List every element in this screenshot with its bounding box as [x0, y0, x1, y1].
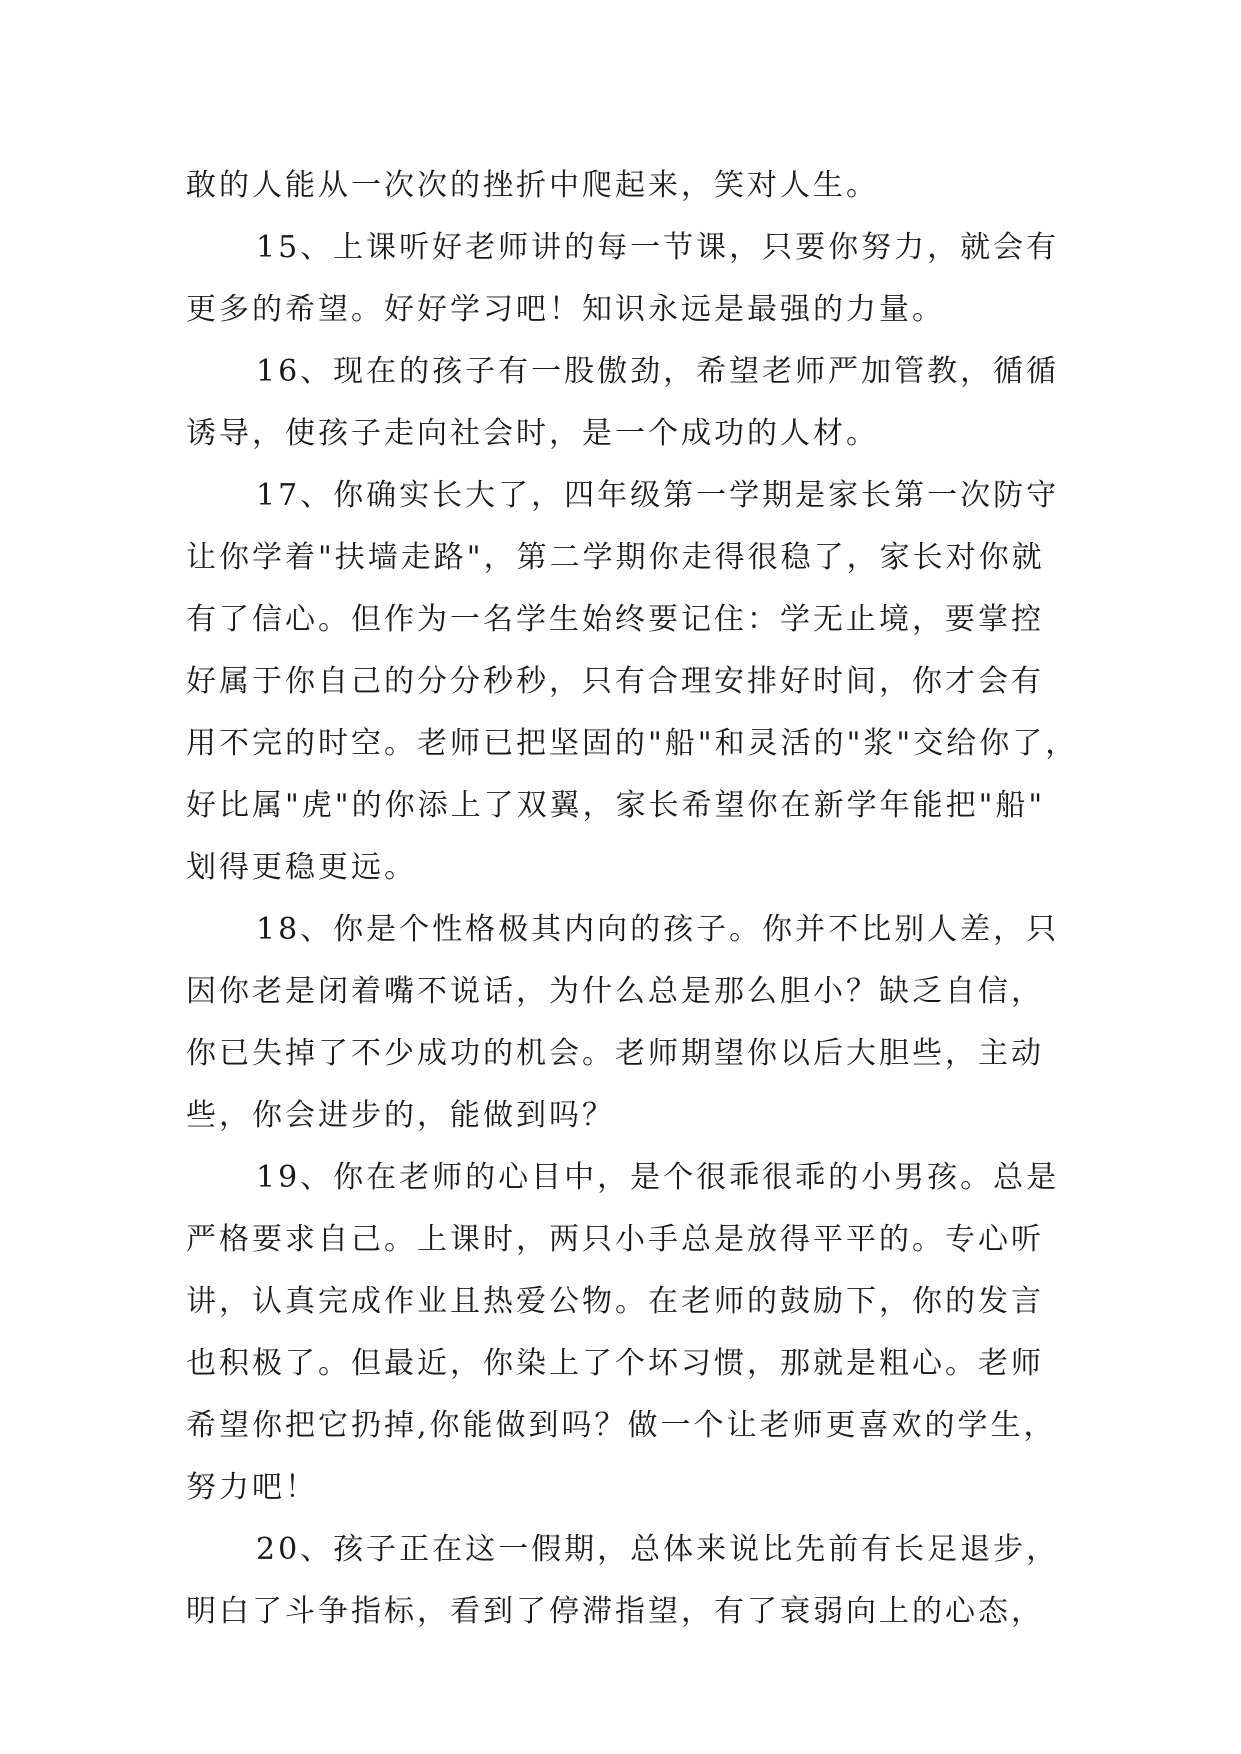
paragraph-17-line-5: 用不完的时空。老师已把坚固的"船"和灵活的"浆"交给你了， — [186, 726, 1079, 761]
text-line: 敢的人能从一次次的挫折中爬起来，笑对人生。 — [186, 168, 879, 203]
paragraph-19-line-5: 希望你把它扔掉,你能做到吗？做一个让老师更喜欢的学生， — [186, 1408, 1057, 1443]
paragraph-18-line-1: 18、你是个性格极其内向的孩子。你并不比别人差，只 — [256, 912, 1060, 947]
paragraph-17-line-7: 划得更稳更远。 — [186, 850, 417, 885]
paragraph-17-line-3: 有了信心。但作为一名学生始终要记住：学无止境，要掌控 — [186, 602, 1044, 637]
paragraph-17-line-6: 好比属"虎"的你添上了双翼，家长希望你在新学年能把"船" — [186, 788, 1046, 823]
paragraph-17-line-1: 17、你确实长大了，四年级第一学期是家长第一次防守 — [256, 478, 1060, 513]
paragraph-15-line-2: 更多的希望。好好学习吧！知识永远是最强的力量。 — [186, 292, 945, 327]
paragraph-16-line-2: 诱导，使孩子走向社会时，是一个成功的人材。 — [186, 416, 879, 451]
paragraph-18-line-4: 些，你会进步的，能做到吗？ — [186, 1098, 615, 1133]
paragraph-17-line-4: 好属于你自己的分分秒秒，只有合理安排好时间，你才会有 — [186, 664, 1044, 699]
paragraph-19-line-4: 也积极了。但最近，你染上了个坏习惯，那就是粗心。老师 — [186, 1346, 1044, 1381]
paragraph-18-line-2: 因你老是闭着嘴不说话，为什么总是那么胆小？缺乏自信， — [186, 974, 1044, 1009]
paragraph-19-line-1: 19、你在老师的心目中，是个很乖很乖的小男孩。总是 — [256, 1160, 1060, 1195]
paragraph-20-line-2: 明白了斗争指标，看到了停滞指望，有了衰弱向上的心态， — [186, 1594, 1044, 1629]
paragraph-17-line-2: 让你学着"扶墙走路"，第二学期你走得很稳了，家长对你就 — [186, 540, 1045, 575]
paragraph-19-line-6: 努力吧！ — [186, 1470, 318, 1505]
paragraph-16-line-1: 16、现在的孩子有一股傲劲，希望老师严加管教，循循 — [256, 354, 1060, 389]
paragraph-18-line-3: 你已失掉了不少成功的机会。老师期望你以后大胆些，主动 — [186, 1036, 1044, 1071]
paragraph-19-line-3: 讲，认真完成作业且热爱公物。在老师的鼓励下，你的发言 — [186, 1284, 1044, 1319]
paragraph-20-line-1: 20、孩子正在这一假期，总体来说比先前有长足退步， — [256, 1532, 1060, 1567]
paragraph-15-line-1: 15、上课听好老师讲的每一节课，只要你努力，就会有 — [256, 230, 1060, 265]
paragraph-19-line-2: 严格要求自己。上课时，两只小手总是放得平平的。专心听 — [186, 1222, 1044, 1257]
